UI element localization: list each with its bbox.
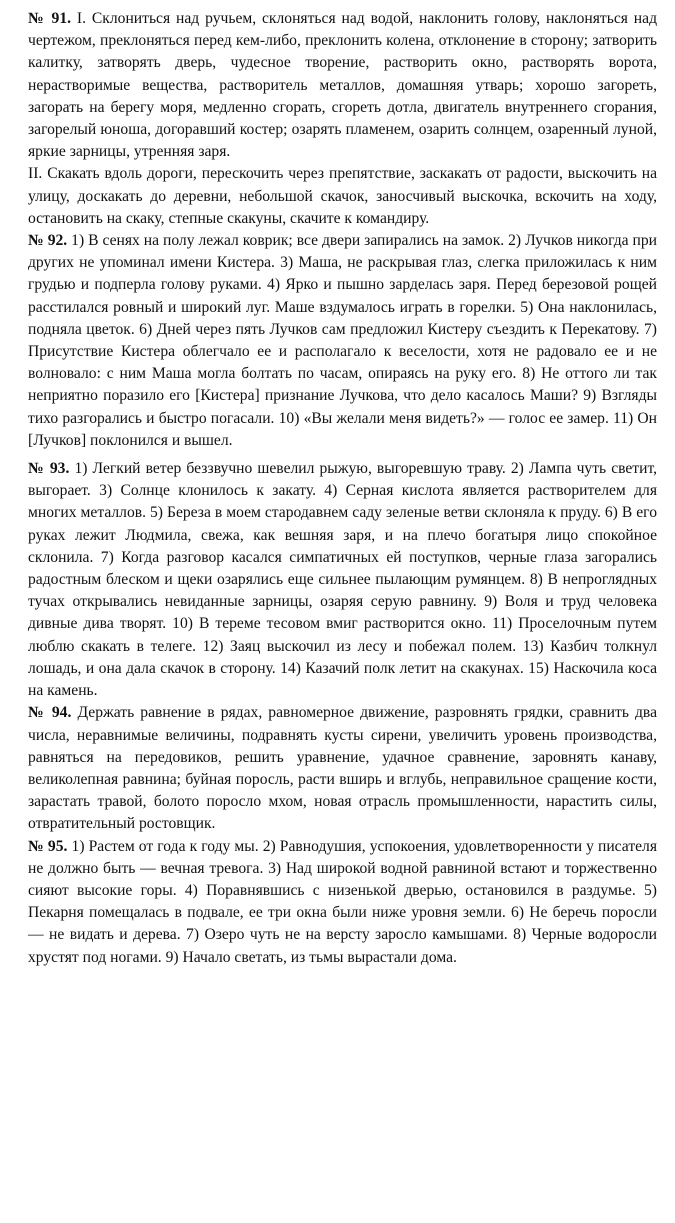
exercise-number: № 95. — [28, 837, 68, 855]
exercise-91-part-2 — [28, 163, 657, 230]
exercise-text: I. Склониться над ручьем, склоняться над водой, наклонить голову, наклоняться над чертежом, преклоняться перед кем-либо, преклонить колена, отклонение в сторону; затворить калитку, затворять дверь, чудесное творение, растворить окно, растворять ворота, нерастворимые вещества, растворитель металлов, домашняя утварь; хорошо загореть, загорать на берегу моря, медленно сгорать, сгореть дотла, двигатель внутреннего сгорания, загорелый юноша, догоравший костер; озарять пламенем, озарить солнцем, озаренный луной, яркие зарницы, утренняя заря. — [28, 10, 658, 161]
exercise-text: Держать равнение в рядах, равномерное движение, разровнять грядки, сравнить два числа, неравнимые величины, подравнять кусты сирени, увеличить уровень производства, равняться на передовиков, решить уравнение, удачное сравнение, заровнять канаву, великолепная равнина; буйная поросль, расти вширь и вглубь, неправильное сращение кости, зарастать травой, болото поросло мхом, новая отрасль промышленности, нарастить силы, отвратительный ростовщик. — [28, 704, 657, 833]
exercise-number: № 93. — [28, 460, 70, 478]
exercise-number: № 91. — [28, 10, 72, 27]
exercise-text: 1) Растем от года к году мы. 2) Равнодушия, успокоения, удовлетворенности у писателя не должно быть — вечная тревога. 3) Над широкой водной равниной встают и торжественно сияют высокие горы. 4) Поравнявшись с низенькой дверью, остановился в раздумье. 5) Пекарня помещалась в подвале, ее три окна были ниже уровня земли. 6) Не беречь поросли — не видать и дерева. 7) Озеро чуть не на версту заросло камышами. 8) Черные водоросли хрустят под ногами. 9) Начало светать, из тьмы вырастали дома. — [28, 837, 658, 966]
exercise-92 — [28, 230, 657, 452]
exercise-number: № 92. — [28, 232, 68, 250]
exercise-93 — [28, 458, 657, 702]
exercise-text: II. Скакать вдоль дороги, перескочить через препятствие, заскакать от радости, выскочить на улицу, доскакать до деревни, небольшой скачок, заносчивый выскочка, вскочить на ходу, остановить на скаку, степные скакуны, скачите к командиру. — [28, 165, 657, 227]
exercise-91-part-1 — [28, 8, 657, 163]
exercise-text: 1) Легкий ветер беззвучно шевелил рыжую, выгоревшую траву. 2) Лампа чуть светит, выгорает. 3) Солнце клонилось к закату. 4) Серная кислота является растворителем для многих металлов. 5) Береза в моем стародавнем саду зеленые ветви склоняла к пруду. 6) В его руках лежит Людмила, свежа, как вешняя заря, и на плечо богатыря лицо спокойное склонила. 7) Когда разговор касался симпатичных ей поступков, черные глаза загорались радостным блеском и щеки озарялись еще сильнее пылающим румянцем. 8) В непроглядных тучах открывались невиданные зарницы, озаряя серую равнину. 9) Воля и труд человека дивные дива творят. 10) В тереме тесовом вмиг растворится окно. 11) Проселочным путем люблю скакать в телеге. 12) Заяц выскочил из лесу и побежал полем. 13) Казбич толкнул лошадь, и она дала скачок в сторону. 14) Казачий полк летит на скакунах. 15) Наскочила коса на камень. — [28, 460, 658, 700]
exercise-95 — [28, 836, 657, 969]
exercise-94 — [28, 702, 657, 835]
exercise-number: № 94. — [28, 704, 72, 722]
exercise-text: 1) В сенях на полу лежал коврик; все двери запирались на замок. 2) Лучков никогда при других не упоминал имени Кистера. 3) Маша, не раскрывая глаз, слегка приложилась к ним грудью и подперла голову руками. 4) Ярко и пышно зарделась заря. Перед березовой рощей расстилался ровный и широкий луг. Маше вздумалось играть в горелки. 5) Она наклонилась, подняла цветок. 6) Дней через пять Лучков сам предложил Кистеру съездить к Перекатову. 7) Присутствие Кистера облегчало ее и располагало к веселости, хотя не радовало ее и не волновало: с ним Маша могла болтать по часам, опираясь на руку его. 8) Не оттого ли так неприятно поразило его [Кистера] признание Лучкова, что дело касалось Маши? 9) Взгляды тихо разгорались и быстро погасали. 10) «Вы желали меня видеть?» — голос ее замер. 11) Он [Лучков] поклонился и вышел. — [28, 232, 657, 449]
